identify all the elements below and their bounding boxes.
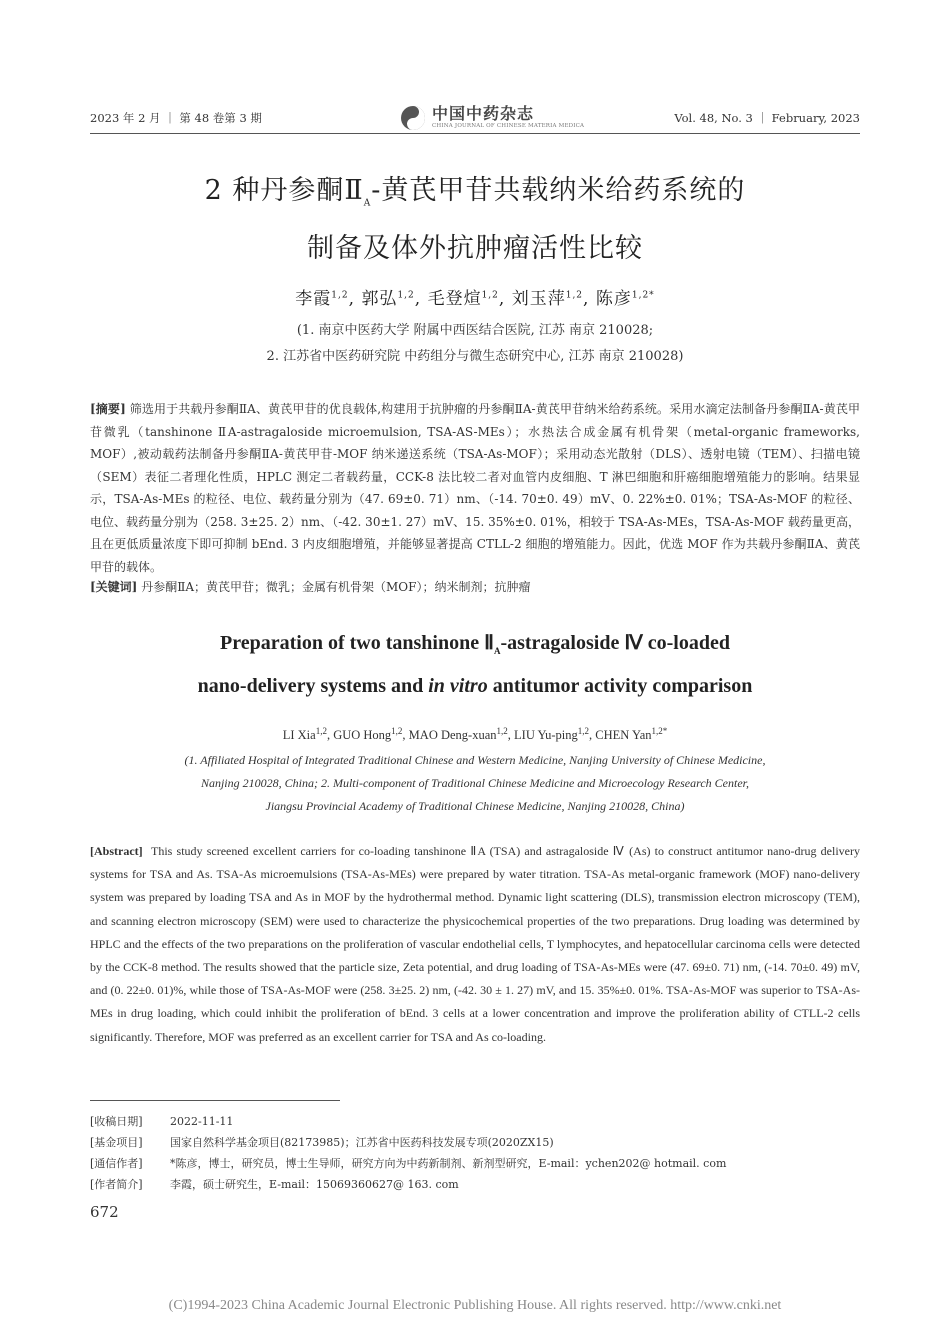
abstract-chinese: [90, 398, 860, 578]
authors-chinese: 李霞$^{1,2}$, 郭弘$^{1,2}$, 毛登煊$^{1,2}$, 刘玉萍$^{1,2}$, 陈彦$^{1,2*}$: [295, 289, 655, 309]
journal-name-en: CHINA JOURNAL OF CHINESE MATERIA MEDICA: [432, 123, 585, 130]
authors-english: LI Xia$^{1,2}$, GUO Hong$^{1,2}$, MAO Deng-xuan$^{1,2}$, LIU Yu-ping$^{1,2}$, CHEN Yan$^{1,2*}$: [282, 726, 668, 743]
abstract-cn-text: 筛选用于共载丹参酮ⅡA、黄芪甲苷的优良载体,构建用于抗肿瘤的丹参酮ⅡA-黄芪甲苷纳米给药系统。采用水滴定法制备丹参酮ⅡA-黄芪甲苷微乳（tanshinone ⅡA-astragaloside microemulsion, TSA-AS-MEs）；水热法合成金属有机骨架（metal-organic frameworks, MOF）,被动载药法制备丹参酮ⅡA-黄芪甲苷-MOF 纳米递送系统（TSA-As-MOF）；采用动态光散射（DLS）、透射电镜（TEM）、扫描电镜（SEM）表征二者理化性质，HPLC 测定二者载药量，CCK-8 法比较二者对血管内皮细胞、T 淋巴细胞和肝癌细胞增殖能力的影响。结果显示，TSA-As-MEs 的粒径、电位、载药量分别为（47. 69±0. 71）nm、（-14. 70±0. 49）mV、0. 22%±0. 01%；TSA-As-MOF 的粒径、电位、载药量分别为（258. 3±25. 2）nm、（-42. 30±1. 27）mV、15. 35%±0. 01%，相较于 TSA-As-MEs，TSA-As-MOF 载药量更高，且在更低质量浓度下即可抑制 bEnd. 3 内皮细胞增殖，并能够显著提高 CTLL-2 细胞的增殖能力。因此，优选 MOF 作为共载丹参酮ⅡA、黄芪甲苷的载体。: [90, 402, 860, 574]
affiliations-chinese: (1. 南京中医药大学 附属中西医结合医院, 江苏 南京 210028; 2. 江苏省中医药研究院 中药组分与微生态研究中心, 江苏 南京 210028): [266, 323, 684, 364]
title-chinese: 2 种丹参酮$Ⅱ_A-$黄芪甲苷共载纳米给药系统的 制备及体外抗肿瘤活性比较: [204, 175, 746, 265]
journal-logo: [400, 104, 584, 132]
abstract-english: [90, 840, 860, 1049]
footnote-funding: [基金项目] 国家自然科学基金项目(82173985)；江苏省中医药科技发展专项(2020ZX15): [90, 1136, 554, 1149]
abstract-cn-label: [摘要]: [90, 402, 126, 416]
copyright-notice: (C)1994-2023 China Academic Journal Electronic Publishing House. All rights reserved. http://www.cnki.net: [168, 1298, 782, 1313]
journal-name-cn: 中国中药杂志: [432, 104, 535, 124]
footnote-received: [收稿日期] 2022-11-11: [90, 1115, 234, 1128]
header-divider: [90, 133, 860, 134]
footnotes: [90, 1111, 860, 1195]
issue-info: 2023 年 2 月 ｜ 第 48 卷第 3 期: [90, 111, 262, 125]
footnote-author-bio: [作者简介] 李霞，硕士研究生，E-mail：15069360627@ 163. com: [90, 1178, 459, 1191]
keywords-chinese: [90, 578, 860, 595]
footnote-corresponding: [通信作者] *陈彦，博士，研究员，博士生导师，研究方向为中药新制剂、新剂型研究，E-mail：ychen202@ hotmail. com: [90, 1157, 727, 1170]
journal-emblem-icon: [400, 105, 426, 131]
affiliations-english: (1. Affiliated Hospital of Integrated Traditional Chinese and Western Medicine, Nanjing University of Chinese Medicine, Nanjing 210028, China; 2. Multi-component of Traditional Chinese Medicine and Microecology Research Center, Jiangsu Provincial Academy of Traditional Chinese Medicine, Nanjing 210028, China): [184, 753, 766, 813]
page-number: 672: [90, 1203, 119, 1221]
abstract-en-text: This study screened excellent carriers for co-loading tanshinone ⅡA (TSA) and astragaloside Ⅳ (As) to construct antitumor nano-drug delivery systems for TSA and As. TSA-As microemulsions (TSA-As-MEs) were prepared by water titration. TSA-As metal-organic framework (MOF) nano-delivery system was prepared by loading TSA and As in MOF by the hydrothermal method. Dynamic light scattering (DLS), transmission electron microscopy (TEM), and scanning electron microscopy (SEM) were used to characterize the physicochemical properties of the two preparations. Drug loading was determined by HPLC and the effects of the two preparations on the proliferation of vascular endothelial cells, T lymphocytes, and hepatocellular carcinoma cells were detected by the CCK-8 method. The results showed that the particle size, Zeta potential, and drug loading of TSA-As-MEs were (47. 69±0. 71) nm, (-14. 70±0. 49) mV, and (0. 22±0. 01)%, while those of TSA-As-MOF were (258. 3±25. 2) nm, (-42. 30 ± 1. 27) mV, and 15. 35%±0. 01%. TSA-As-MOF was superior to TSA-As-MEs in drug loading, which could inhibit the proliferation of bEnd. 3 cells at a lower concentration and improve the proliferation ability of CTLL-2 cells significantly. Therefore, MOF was preferred as an excellent carrier for TSA and As co-loading.: [90, 844, 860, 1044]
title-english: Preparation of two tanshinone $Ⅱ_A$-astragaloside Ⅳ co-loaded nano-delivery systems and in vitro antitumor activity comparison: [197, 632, 753, 697]
keywords-cn-label: [关键词]: [90, 580, 138, 594]
volume-info: Vol. 48, No. 3 ｜ February, 2023: [674, 111, 860, 125]
footnote-divider: [90, 1100, 340, 1101]
keywords-cn-text: 丹参酮ⅡA；黄芪甲苷；微乳；金属有机骨架（MOF）；纳米制剂；抗肿瘤: [141, 580, 531, 594]
running-header: [0, 104, 950, 134]
abstract-en-label: [Abstract]: [90, 844, 143, 858]
